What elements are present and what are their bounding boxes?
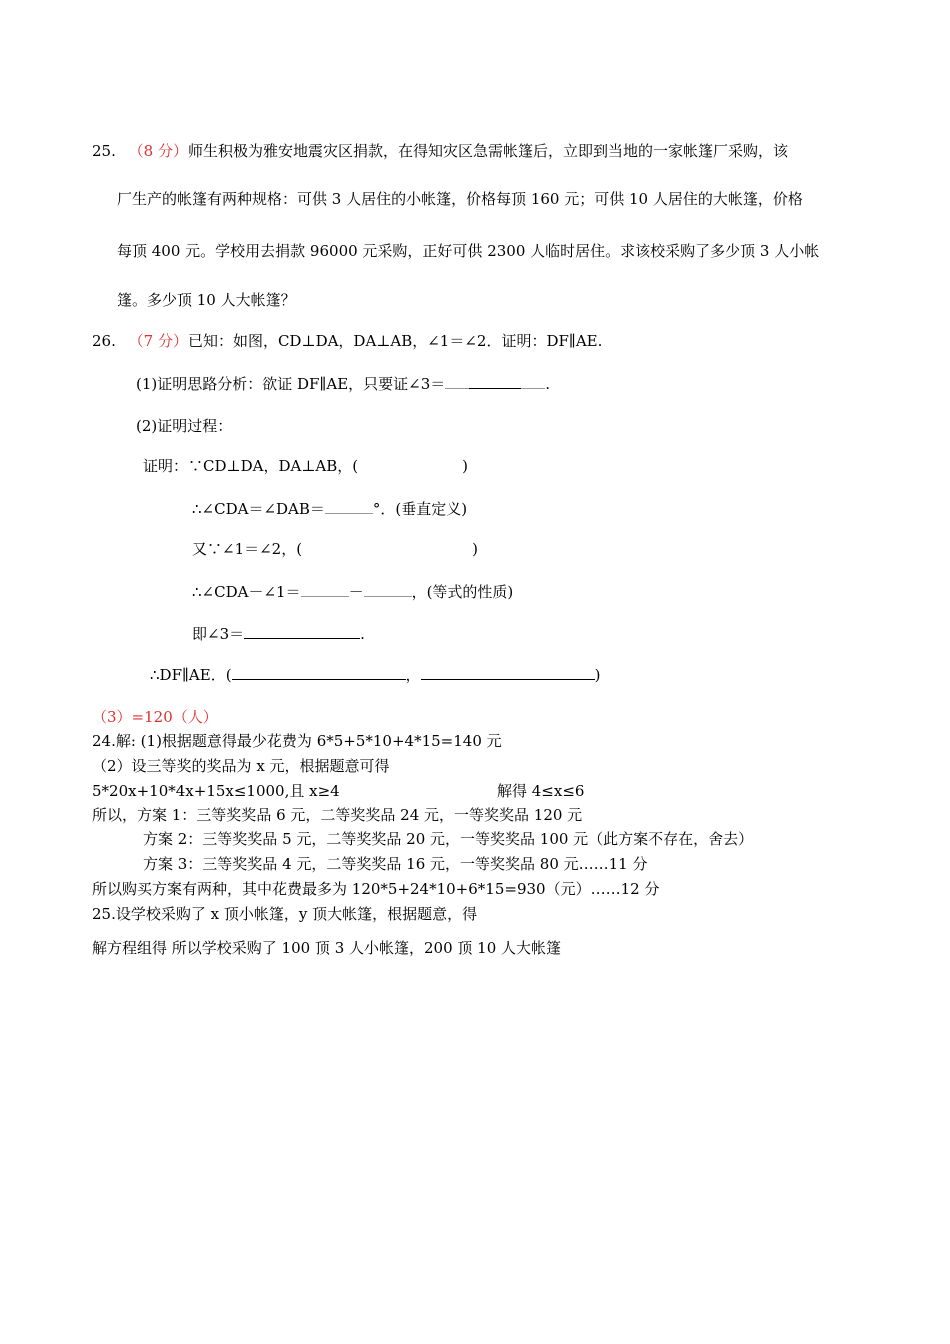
- part-2-heading: (2)证明过程：: [136, 417, 233, 435]
- part-1-line: [136, 374, 550, 393]
- proof-line-4: [192, 582, 513, 601]
- proof-text: 即∠3＝: [192, 625, 245, 643]
- part-1-text: (1)证明思路分析：欲证 DF∥AE，只要证∠3＝: [136, 375, 446, 393]
- proof-line-2: [192, 499, 467, 518]
- question-score: （8 分）: [128, 142, 188, 160]
- answer-blank[interactable]: [244, 624, 360, 639]
- proof-line-6: [150, 665, 600, 684]
- answer-blank[interactable]: [364, 582, 412, 597]
- proof-line-1: [143, 457, 468, 475]
- answer-24-line-1: 24.解: (1)根据题意得最少花费为 6*5+5*10+4*15=140 元: [92, 732, 502, 750]
- period: .: [545, 375, 551, 393]
- answer-24-line-2: （2）设三等奖的奖品为 x 元，根据题意可得: [92, 757, 390, 775]
- answer-24-line-6: 方案 3：三等奖奖品 4 元，二等奖奖品 16 元，一等奖奖品 80 元……11 分: [143, 855, 648, 873]
- proof-text: ∴DF∥AE．(: [150, 666, 232, 684]
- answer-blank[interactable]: [521, 374, 545, 389]
- proof-text: ): [594, 666, 601, 684]
- answer-24-line-3a: 5*20x+10*4x+15x≤1000,且 x≥4: [92, 782, 340, 800]
- answer-blank[interactable]: [469, 374, 521, 389]
- answer-24-line-5: 方案 2：三等奖奖品 5 元，二等奖奖品 20 元，一等奖奖品 100 元（此方案不存在，舍去）: [143, 830, 754, 848]
- answer-25-line-2: 解方程组得 所以学校采购了 100 顶 3 人小帐篷，200 顶 10 人大帐篷: [92, 939, 562, 957]
- proof-text: .: [360, 625, 365, 643]
- proof-text: °．(垂直定义): [372, 500, 468, 518]
- question-25-line-4: 篷。多少顶 10 人大帐篷？: [117, 291, 296, 309]
- question-26-line-1: [92, 332, 602, 350]
- answer-part-3: （3）=120（人）: [92, 708, 218, 726]
- proof-text: ，(等式的性质): [411, 583, 514, 601]
- question-number: 25.: [92, 142, 116, 160]
- question-text: 师生积极为雅安地震灾区捐款，在得知灾区急需帐篷后，立即到当地的一家帐篷厂采购，该: [187, 142, 788, 160]
- proof-text: ，: [405, 666, 421, 684]
- answer-blank[interactable]: [325, 499, 373, 514]
- question-number: 26.: [92, 332, 116, 350]
- proof-text: ): [462, 457, 469, 475]
- answer-blank[interactable]: [232, 665, 406, 680]
- proof-text: 又∵∠1＝∠2，(: [192, 540, 303, 558]
- answer-blank[interactable]: [301, 582, 349, 597]
- proof-text: ∴∠CDA＝∠DAB＝: [192, 500, 325, 518]
- question-25-line-2: 厂生产的帐篷有两种规格：可供 3 人居住的小帐篷，价格每顶 160 元；可供 10 人居住的大帐篷，价格: [117, 190, 803, 208]
- proof-line-5: [192, 624, 365, 643]
- answer-24-line-4: 所以，方案 1：三等奖奖品 6 元，二等奖奖品 24 元，一等奖奖品 120 元: [92, 806, 583, 824]
- proof-text: 证明：∵CD⊥DA，DA⊥AB，(: [143, 457, 359, 475]
- answer-24-line-3b: 解得 4≤x≤6: [497, 782, 585, 800]
- question-25-line-1: [92, 142, 788, 160]
- answer-24-line-7: 所以购买方案有两种，其中花费最多为 120*5+24*10+6*15=930（元）……12 分: [92, 880, 660, 898]
- answer-blank[interactable]: [421, 665, 595, 680]
- proof-text: ∴∠CDA－∠1＝: [192, 583, 301, 601]
- answer-blank[interactable]: [445, 374, 469, 389]
- question-score: （7 分）: [128, 332, 188, 350]
- proof-text: ): [472, 540, 478, 558]
- question-25-line-3: 每顶 400 元。学校用去捐款 96000 元采购，正好可供 2300 人临时居住。求该校采购了多少顶 3 人小帐: [117, 242, 820, 260]
- answer-25-line-1: 25.设学校采购了 x 顶小帐篷，y 顶大帐篷，根据题意，得: [92, 905, 478, 923]
- question-text: 已知：如图，CD⊥DA，DA⊥AB，∠1＝∠2．证明：DF∥AE.: [187, 332, 603, 350]
- proof-text: －: [348, 583, 364, 601]
- proof-line-3: [192, 540, 478, 558]
